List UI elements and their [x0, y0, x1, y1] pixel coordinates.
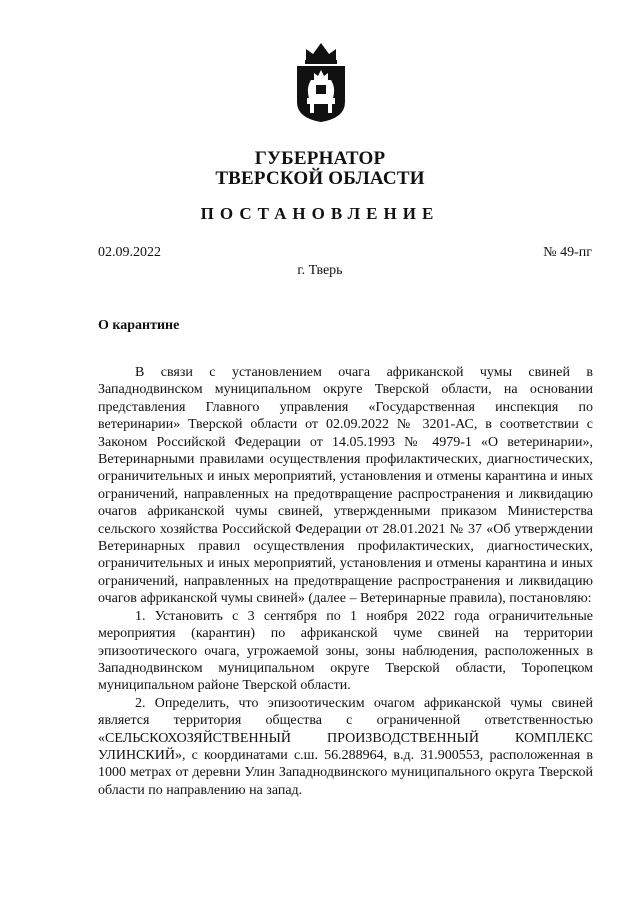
- preamble-paragraph: В связи с установлением очага африканской чумы свиней в Западнодвинском муниципальном округе Тверской области, на основании представления Главного управления «Государственная инспекция по ветеринарии» Тверской области от 02.09.2022 № 3201-АС, в соответствии с Законом Российской Федерации от 14.05.1993 № 4979-1 «О ветеринарии», Ветеринарными правилами осуществления профилактических, диагностических, ограничительных и иных мероприятий, установления и отмены карантина и иных ограничений, направленных на предотвращение распространения и ликвидацию очагов африканской чумы свиней, утвержденными приказом Министерства сельского хозяйства Российской Федерации от 28.01.2021 № 37 «Об утверждении Ветеринарных правил осуществления профилактических, диагностических, ограничительных и иных мероприятий, установления и отмены карантина и иных ограничений, направленных на предотвращение распространения и ликвидацию очагов африканской чумы свиней» (далее – Ветеринарные правила), постановляю:: [98, 365, 593, 607]
- document-number: № 49-пг: [543, 245, 592, 260]
- document-city: г. Тверь: [297, 263, 343, 278]
- issuer-line-2: ТВЕРСКОЙ ОБЛАСТИ: [215, 168, 425, 189]
- document-body: [98, 364, 593, 799]
- document-date: 02.09.2022: [98, 245, 161, 260]
- issuer-line-1: ГУБЕРНАТОР: [254, 148, 386, 169]
- document-type: ПОСТАНОВЛЕНИЕ: [200, 204, 440, 223]
- item-1-paragraph: 1. Установить с 3 сентября по 1 ноября 2022 года ограничительные мероприятия (карантин) по африканской чуме свиней на территории эпизоотического очага, угрожаемой зоны, зоны наблюдения, расположенных в Западнодвинском муниципальном округе Тверской области, Торопецком муниципальном районе Тверской области.: [98, 608, 593, 694]
- document-subject: О карантине: [98, 318, 180, 333]
- item-2-paragraph: 2. Определить, что эпизоотическим очагом африканской чумы свиней является территория общества с ограниченной ответственностью «СЕЛЬСКОХОЗЯЙСТВЕННЫЙ ПРОИЗВОДСТВЕННЫЙ КОМПЛЕКС УЛИНСКИЙ», с координатами с.ш. 56.288964, в.д. 31.900553, расположенная в 1000 метрах от деревни Улин Западнодвинского муниципального округа Тверской области по направлению на запад.: [98, 695, 593, 798]
- tver-coat-of-arms-icon: [292, 40, 350, 124]
